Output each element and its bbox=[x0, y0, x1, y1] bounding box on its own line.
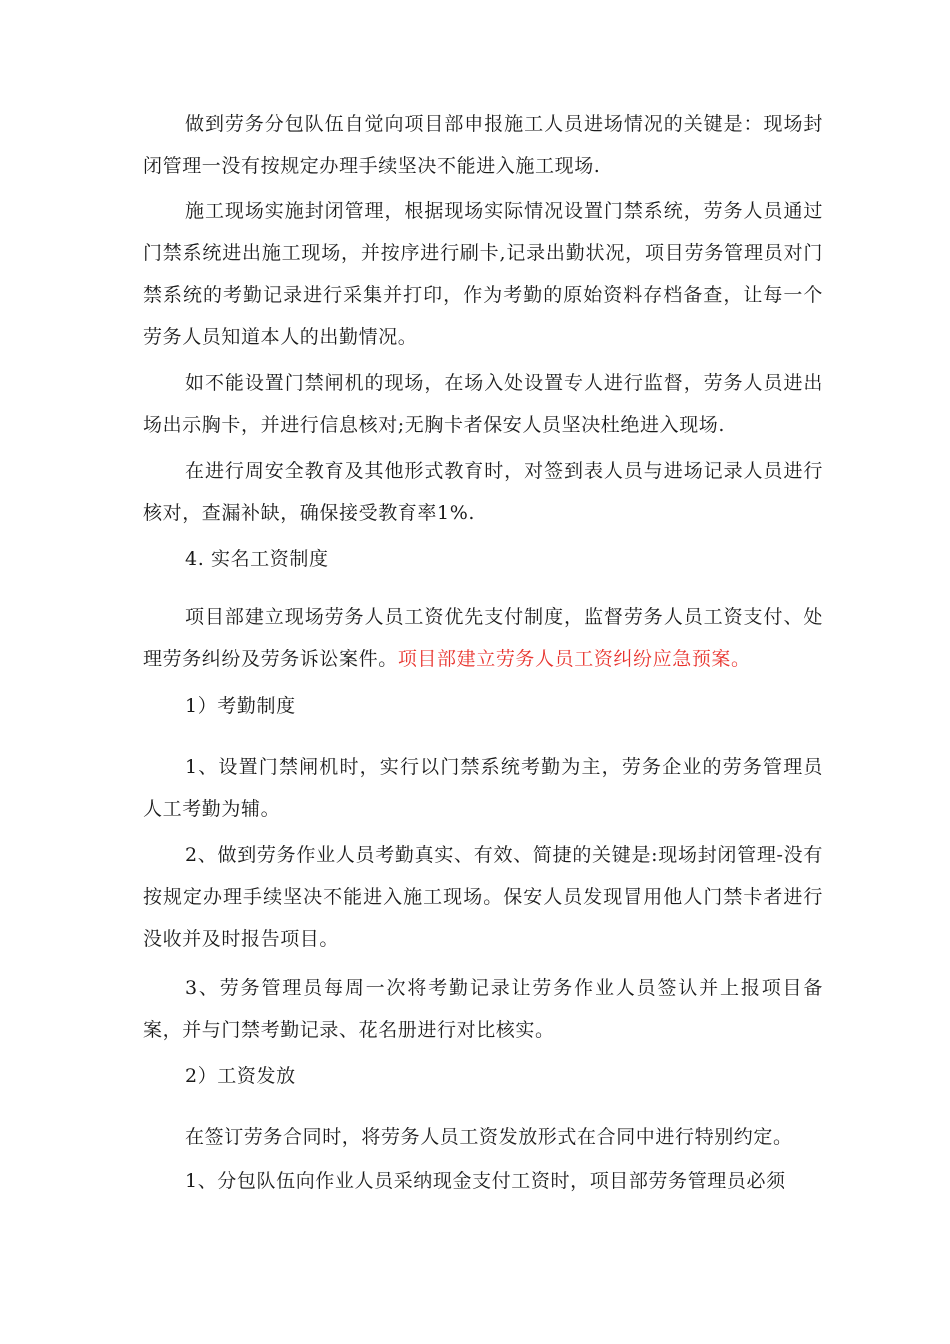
subheading-wage-payment bbox=[143, 1055, 823, 1097]
paragraph-safety-education bbox=[143, 450, 823, 534]
paragraph-cash-payment bbox=[143, 1160, 823, 1202]
heading-text: 1）考勤制度 bbox=[185, 695, 296, 717]
paragraph-closed-management bbox=[143, 190, 823, 358]
paragraph-text: 施工现场实施封闭管理，根据现场实际情况设置门禁系统，劳务人员通过门禁系统进出施工现场，并按序进行刷卡,记录出勤状况，项目劳务管理员对门禁系统的考勤记录进行采集并打印，作为考勤的原始资料存档备查，让每一个劳务人员知道本人的出勤情况。 bbox=[143, 200, 823, 348]
paragraph-text: 3、劳务管理员每周一次将考勤记录让劳务作业人员签认并上报项目备案，并与门禁考勤记录、花名册进行对比核实。 bbox=[143, 977, 823, 1041]
paragraph-text: 在签订劳务合同时，将劳务人员工资发放形式在合同中进行特别约定。 bbox=[185, 1126, 793, 1148]
paragraph-attendance-3 bbox=[143, 967, 823, 1051]
paragraph-text: 在进行周安全教育及其他形式教育时，对签到表人员与进场记录人员进行核对，查漏补缺，确保接受教育率1%. bbox=[143, 460, 823, 524]
paragraph-attendance-1 bbox=[143, 746, 823, 830]
paragraph-attendance-2 bbox=[143, 834, 823, 960]
heading-text: 4. 实名工资制度 bbox=[185, 548, 329, 570]
highlighted-text: 项目部建立劳务人员工资纠纷应急预案。 bbox=[397, 648, 751, 670]
paragraph-entry-declaration bbox=[143, 103, 823, 187]
paragraph-no-gate-site bbox=[143, 362, 823, 446]
heading-text: 2）工资发放 bbox=[185, 1065, 296, 1087]
subheading-attendance-system bbox=[143, 685, 823, 727]
paragraph-text: 做到劳务分包队伍自觉向项目部申报施工人员进场情况的关键是：现场封闭管理一没有按规定办理手续坚决不能进入施工现场. bbox=[143, 113, 823, 177]
paragraph-text: 如不能设置门禁闸机的现场，在场入处设置专人进行监督，劳务人员进出场出示胸卡，并进行信息核对;无胸卡者保安人员坚决杜绝进入现场. bbox=[143, 372, 823, 436]
paragraph-text: 1、分包队伍向作业人员采纳现金支付工资时，项目部劳务管理员必须 bbox=[185, 1170, 786, 1192]
paragraph-text: 项目部建立现场劳务人员工资优先支付制度，监督劳务人员工资支付、处理劳务纠纷及劳务诉讼案件。 bbox=[143, 606, 823, 670]
paragraph-labor-contract bbox=[143, 1116, 823, 1158]
paragraph-wage-priority bbox=[143, 596, 823, 680]
paragraph-text: 1、设置门禁闸机时，实行以门禁系统考勤为主，劳务企业的劳务管理员人工考勤为辅。 bbox=[143, 756, 823, 820]
paragraph-text: 2、做到劳务作业人员考勤真实、有效、简捷的关键是:现场封闭管理-没有按规定办理手续坚决不能进入施工现场。保安人员发现冒用他人门禁卡者进行没收并及时报告项目。 bbox=[143, 844, 823, 950]
section-heading-real-name-wage bbox=[143, 538, 823, 580]
